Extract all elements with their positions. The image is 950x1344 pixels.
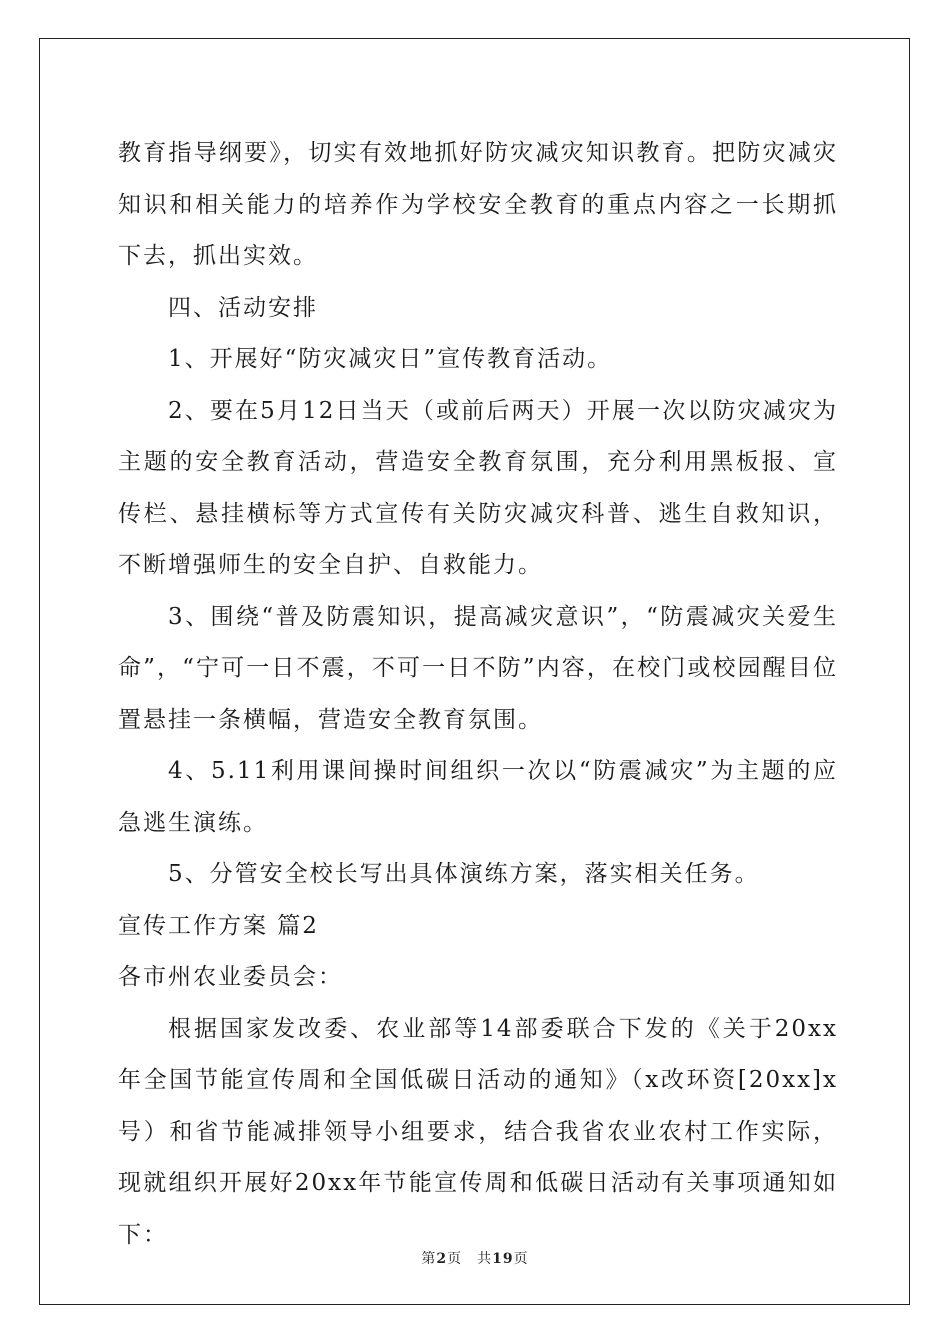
footer-prefix: 第 <box>421 1251 437 1267</box>
paragraph: 4、5.11利用课间操时间组织一次以“防震减灾”为主题的应急逃生演练。 <box>118 758 838 836</box>
paragraph: 2、要在5月12日当天（或前后两天）开展一次以防灾减灾为主题的安全教育活动，营造安全教育氛围，充分利用黑板报、宣传栏、悬挂横标等方式宣传有关防灾减灾科普、逃生自救知识，不断增强师生的安全自护、自救能力。 <box>118 397 838 578</box>
page-footer <box>0 1248 950 1268</box>
footer-suffix: 页 <box>513 1251 529 1267</box>
article-title: 宣传工作方案 篇2 <box>118 912 319 939</box>
current-page-number: 2 <box>436 1251 448 1267</box>
paragraph: 5、分管安全校长写出具体演练方案，落实相关任务。 <box>168 861 760 887</box>
paragraph: 根据国家发改委、农业部等14部委联合下发的《关于20xx年全国节能宣传周和全国低碳日活动的通知》（x改环资[20xx]x号）和省节能减排领导小组要求，结合我省农业农村工作实际，现就组织开展好20xx年节能宣传周和低碳日活动有关事项通知如下： <box>118 1015 838 1248</box>
paragraph: 1、开展好“防灾减灾日”宣传教育活动。 <box>168 346 613 372</box>
paragraph: 教育指导纲要》，切实有效地抓好防灾减灾知识教育。把防灾减灾知识和相关能力的培养作为学校安全教育的重点内容之一长期抓下去，抓出实效。 <box>118 140 838 269</box>
footer-mid: 页 共 <box>447 1251 493 1267</box>
salutation: 各市州农业委员会： <box>118 964 343 990</box>
document-body <box>118 128 838 1261</box>
paragraph: 3、围绕“普及防震知识，提高减灾意识”，“防震减灾关爱生命”，“宁可一日不震，不可一日不防”内容，在校门或校园醒目位置悬挂一条横幅，营造安全教育氛围。 <box>118 603 838 733</box>
total-page-count: 19 <box>492 1251 514 1267</box>
section-heading: 四、活动安排 <box>168 294 318 321</box>
